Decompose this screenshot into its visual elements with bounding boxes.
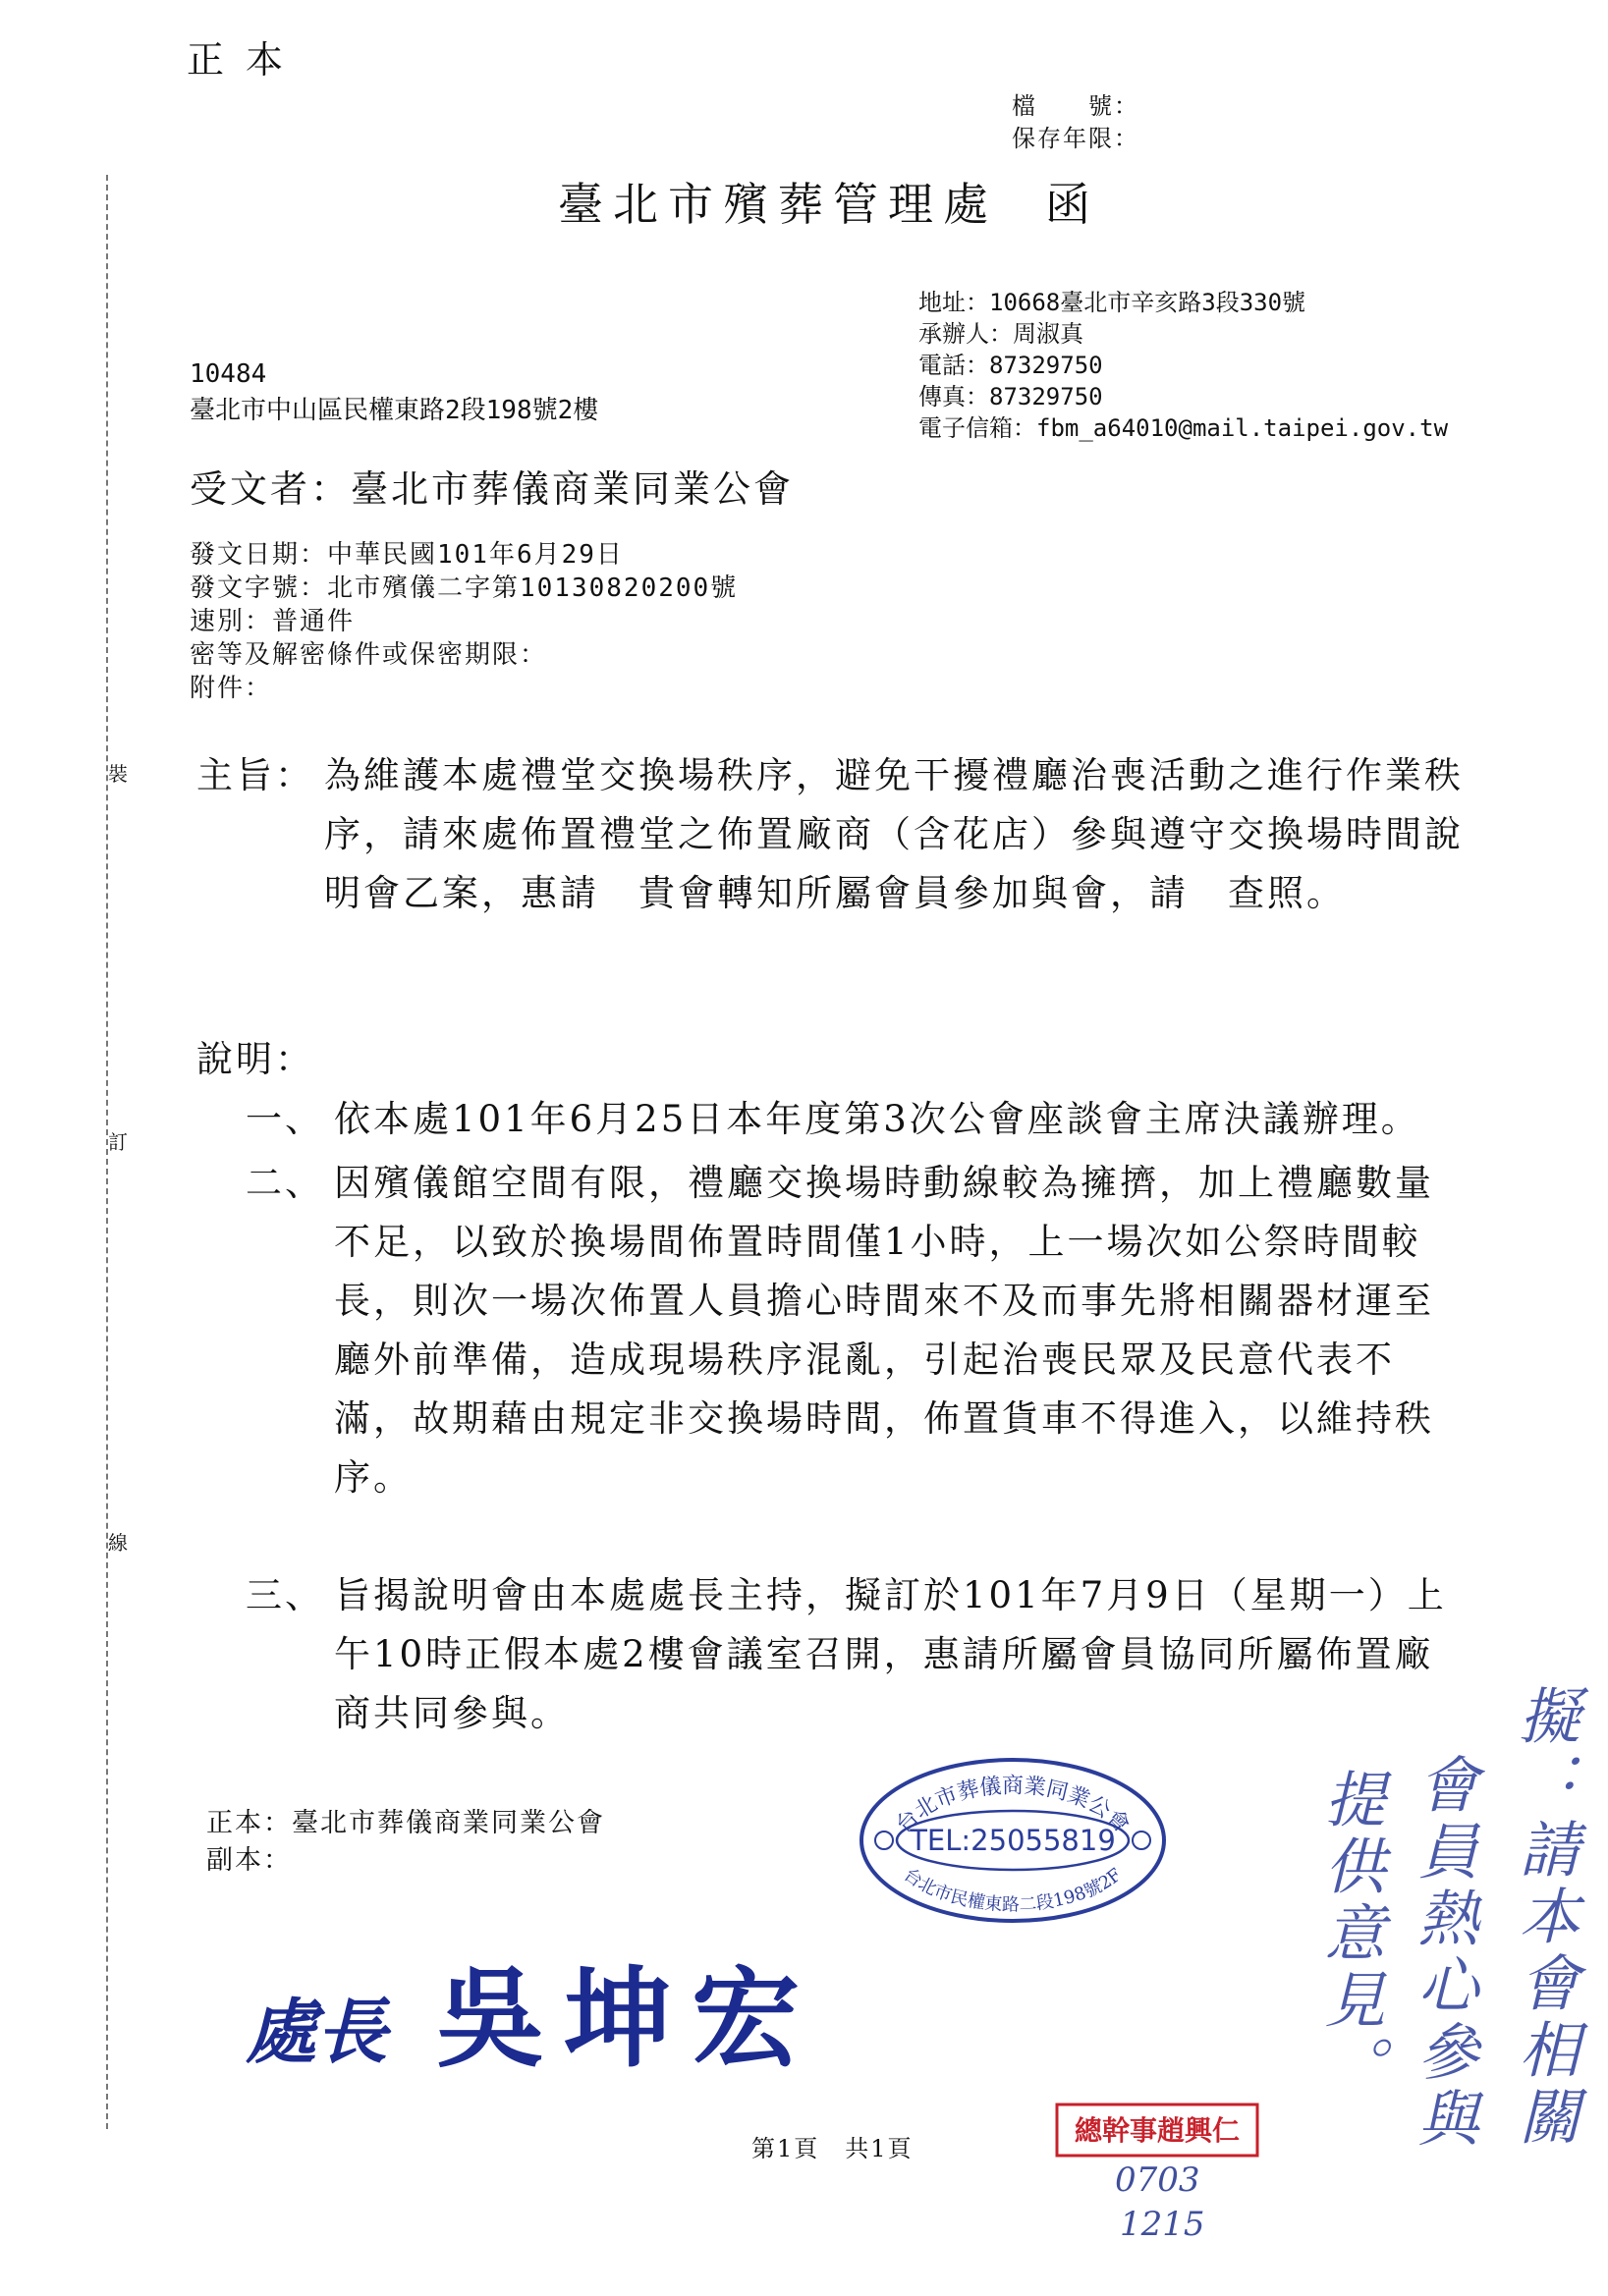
item-text: 因殯儀館空間有限，禮廳交換場時動線較為擁擠，加上禮廳數量不足，以致於換場間佈置時間僅1小時，上一場次如公祭時間較長，則次一場次佈置人員擔心時間來不及而事先將相關器材運至廳外前準備，造成現場秩序混亂，引起治喪民眾及民意代表不滿，故期藉由規定非交換場時間，佈置貨車不得進入，以維持秩序。 [334, 1162, 1434, 1499]
handwritten-note-col-1: 擬：請本會相關 [1509, 1684, 1580, 2152]
sender-email: 電子信箱：fbm_a64010@mail.taipei.gov.tw [918, 414, 1449, 442]
seal-ring-top: 台北市葬儀商業同業公會 [891, 1774, 1135, 1838]
binding-mark-xian: 線 [108, 1527, 128, 1556]
seal-tel: TEL:25055819 [910, 1824, 1116, 1857]
item-number: 一、 [246, 1098, 324, 1140]
agency-name: 臺北市殯葬管理處 [558, 178, 998, 231]
sender-handler: 承辦人：周淑真 [918, 320, 1083, 348]
seal-ring-bottom: 台北市民權東路二段198號2F [900, 1864, 1126, 1916]
page-number: 第1頁 共1頁 [751, 2135, 914, 2162]
signature-name: 吳坤宏 [436, 1955, 820, 2082]
issue-number: 發文字號：北市殯儀二字第10130820200號 [190, 574, 739, 603]
explanation-item [246, 1566, 1464, 1743]
seal-flower-icon [1133, 1831, 1150, 1849]
item-number: 二、 [246, 1162, 324, 1204]
sender-fax: 傳真：87329750 [918, 383, 1103, 410]
handwritten-note-col-2: 會員熱心參與 [1408, 1753, 1479, 2154]
subject-text: 為維護本處禮堂交換場秩序，避免干擾禮廳治喪活動之進行作業秩序，請來處佈置禮堂之佈置廠商（含花店）參與遵守交換場時間說明會乙案，惠請 貴會轉知所屬會員參加與會，請 查照。 [324, 754, 1464, 914]
file-number-label: 檔 號： [1012, 92, 1139, 120]
handwritten-date: 0703 [1115, 2160, 1200, 2200]
document-meta [190, 538, 738, 705]
issue-date: 發文日期：中華民國101年6月29日 [190, 540, 624, 570]
file-info [1012, 90, 1139, 155]
retention-label: 保存年限： [1012, 125, 1139, 152]
item-number: 三、 [246, 1574, 324, 1616]
speed-class: 速別：普通件 [190, 607, 356, 636]
sender-phone: 電話：87329750 [918, 352, 1103, 379]
recipient-zip: 10484 [190, 359, 267, 389]
distribution [206, 1805, 605, 1880]
binding-mark-ding: 訂 [108, 1126, 128, 1155]
item-text: 旨揭說明會由本處處長主持，擬訂於101年7月9日（星期一）上午10時正假本處2樓會議室召開，惠請所屬會員協同所屬佈置廠商共同參與。 [334, 1574, 1447, 1734]
association-seal [857, 1756, 1169, 1925]
stamp-text: 總幹事趙興仁 [1074, 2114, 1241, 2147]
attachment: 附件： [190, 674, 273, 703]
handwritten-time: 1215 [1120, 2205, 1205, 2244]
secrecy-level: 密等及解密條件或保密期限： [190, 640, 548, 670]
handwritten-note-col-3: 提供意見。 [1314, 1768, 1386, 2102]
subject [196, 746, 1464, 923]
explanation-item [246, 1090, 1464, 1149]
document-type: 函 [1045, 178, 1100, 231]
signature-title: 處長 [246, 1990, 388, 2073]
binding-mark-zhuang: 裝 [108, 758, 128, 787]
explanation-item [246, 1154, 1464, 1507]
recipient: 受文者：臺北市葬儀商業同業公會 [190, 467, 795, 511]
director-signature [246, 1933, 819, 2088]
document-title [558, 169, 1100, 234]
explanation-label: 說明： [196, 1038, 314, 1080]
sender-info [918, 287, 1448, 444]
subject-label: 主旨： [196, 754, 314, 796]
seal-flower-icon [875, 1831, 893, 1849]
copy-mark: 正本 [187, 38, 305, 82]
distribution-original: 正本：臺北市葬儀商業同業公會 [206, 1808, 605, 1838]
recipient-address: 臺北市中山區民權東路2段198號2樓 [190, 396, 599, 425]
distribution-copy: 副本： [206, 1845, 292, 1876]
item-text: 依本處101年6月25日本年度第3次公會座談會主席決議辦理。 [334, 1098, 1420, 1140]
secretary-stamp [1054, 2102, 1260, 2159]
sender-address: 地址：10668臺北市辛亥路3段330號 [918, 289, 1306, 316]
